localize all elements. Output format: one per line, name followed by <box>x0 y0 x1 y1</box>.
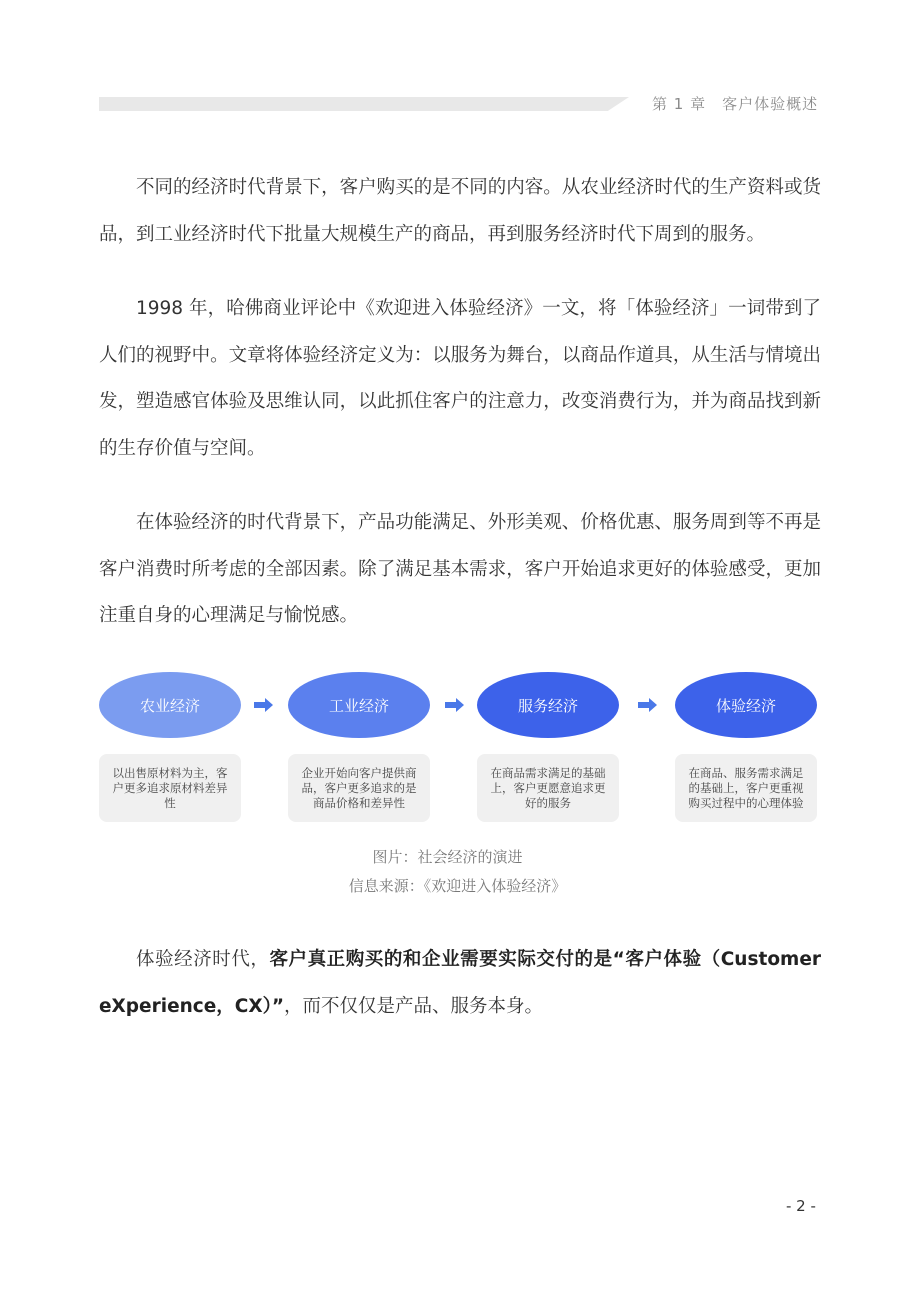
paragraph-economic-eras: 不同的经济时代背景下，客户购买的是不同的内容。从农业经济时代的生产资料或货品，到工业经济时代下批量大规模生产的商品，再到服务经济时代下周到的服务。 <box>99 177 821 245</box>
stage-industrial <box>288 672 430 822</box>
stage-agricultural <box>99 672 241 822</box>
stage-service <box>477 672 619 822</box>
stage-ellipse: 工业经济 <box>288 672 430 738</box>
header-decor-bar <box>99 97 629 111</box>
paragraph-experience-economy-definition: 1998 年，哈佛商业评论中《欢迎进入体验经济》一文，将「体验经济」一词带到了人们的视野中。文章将体验经济定义为：以服务为舞台，以商品作道具，从生活与情境出发，塑造感官体验及思维认同，以此抓住客户的注意力，改变消费行为，并为商品找到新的生存价值与空间。 <box>99 298 821 459</box>
arrow-right-icon <box>254 697 274 713</box>
stage-description: 在商品、服务需求满足的基础上，客户更重视购买过程中的心理体验 <box>675 754 817 822</box>
stage-ellipse: 服务经济 <box>477 672 619 738</box>
text-normal: ，而不仅仅是产品、服务本身。 <box>284 995 544 1017</box>
figure-source: 信息来源：《欢迎进入体验经济》 <box>348 877 567 895</box>
text-emphasis: 客户真正购买的和企业需要实际交付的是“客户体验（Customer eXperience，CX）” <box>99 949 821 1017</box>
stage-description: 以出售原材料为主，客户更多追求原材料差异性 <box>99 754 241 822</box>
figure-caption: 图片：社会经济的演进 <box>372 848 523 866</box>
stage-ellipse: 体验经济 <box>675 672 817 738</box>
paragraph-customer-experience <box>99 937 821 1030</box>
stage-description: 企业开始向客户提供商品，客户更多追求的是商品价格和差异性 <box>288 754 430 822</box>
stage-ellipse: 农业经济 <box>99 672 241 738</box>
page-number: - 2 - <box>786 1197 816 1215</box>
economy-evolution-diagram <box>99 672 819 824</box>
stage-experience <box>675 672 817 822</box>
paragraph-customer-needs: 在体验经济的时代背景下，产品功能满足、外形美观、价格优惠、服务周到等不再是客户消费时所考虑的全部因素。除了满足基本需求，客户开始追求更好的体验感受，更加注重自身的心理满足与愉悦感。 <box>99 512 821 626</box>
stage-description: 在商品需求满足的基础上，客户更愿意追求更好的服务 <box>477 754 619 822</box>
arrow-right-icon <box>638 697 658 713</box>
chapter-header: 第 1 章 客户体验概述 <box>652 95 819 113</box>
arrow-right-icon <box>445 697 465 713</box>
text-normal: 体验经济时代， <box>136 949 270 970</box>
